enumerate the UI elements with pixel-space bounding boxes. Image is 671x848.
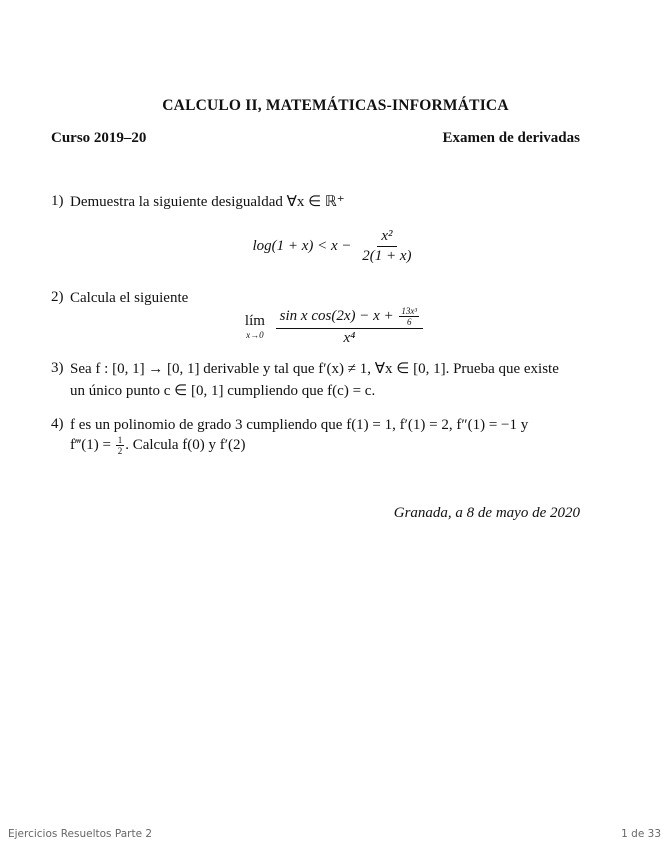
formula-1-left: log(1 + x) < x − (252, 237, 352, 254)
half-denominator: 2 (117, 446, 123, 457)
problem-4-line-2 (70, 434, 590, 456)
limit-subscript: x→0 (246, 330, 264, 340)
problem-1-number: 1) (51, 193, 64, 209)
problem-4-line-2-start: f‴(1) = (70, 437, 111, 453)
page-indicator: 1 de 33 (621, 828, 661, 840)
problem-4-number: 4) (51, 416, 64, 432)
course-year: Curso 2019–20 (51, 130, 147, 146)
exam-name: Examen de derivadas (442, 130, 580, 146)
limit-label: lím (244, 313, 265, 329)
problem-1-formula (0, 228, 671, 265)
problem-3-line-1: Sea f : [0, 1] → [0, 1] derivable y tal que f′(x) ≠ 1, ∀x ∈ [0, 1]. Prueba que existe (70, 361, 559, 377)
inner-denominator: 6 (406, 317, 412, 327)
inner-numerator: 13x³ (401, 306, 418, 316)
formula-2-denominator: x⁴ (343, 330, 356, 346)
problem-2-number: 2) (51, 289, 64, 305)
half-numerator: 1 (117, 435, 123, 446)
formula-1-fraction (358, 228, 415, 265)
problem-2-formula (0, 306, 671, 347)
problem-4-line-2-end: . Calcula f(0) y f′(2) (125, 437, 246, 453)
viewer-footer (0, 820, 671, 848)
formula-1-denominator: 2(1 + x) (362, 248, 412, 264)
problem-2-text: Calcula el siguiente (70, 290, 189, 306)
limit-operator (245, 313, 265, 340)
formula-2-fraction (276, 306, 423, 347)
formula-2-numerator-main: sin x cos(2x) − x + (279, 307, 394, 324)
problem-3-line-2: un único punto c ∈ [0, 1] cumpliendo que f(c) = c. (70, 383, 376, 399)
inner-fraction (399, 306, 419, 327)
one-half-fraction (116, 435, 125, 456)
problem-4-line-1: f es un polinomio de grado 3 cumpliendo que f(1) = 1, f′(1) = 2, f″(1) = −1 y (70, 417, 529, 433)
formula-2-numerator (276, 306, 423, 329)
problem-3-number: 3) (51, 360, 64, 376)
document-title: CALCULO II, MATEMÁTICAS-INFORMÁTICA (162, 97, 509, 114)
problem-1-text: Demuestra la siguiente desigualdad ∀x ∈ ℝ⁺ (70, 194, 345, 210)
document-name: Ejercicios Resueltos Parte 2 (8, 828, 153, 840)
date-signature: Granada, a 8 de mayo de 2020 (393, 505, 580, 521)
formula-1-numerator: x² (377, 228, 396, 247)
